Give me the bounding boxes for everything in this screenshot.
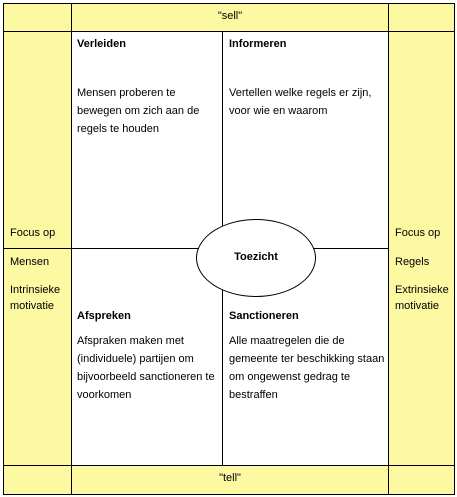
text-line: Alle maatregelen die de	[229, 335, 345, 347]
left-focus-label: Focus op	[10, 227, 56, 239]
toezicht-oval	[196, 219, 316, 297]
right-column	[388, 31, 455, 466]
left-subject-label: Mensen	[10, 256, 50, 268]
bottom-right-corner	[388, 465, 455, 495]
text-line: bestraffen	[229, 389, 278, 401]
text-line: Vertellen welke regels er zijn,	[229, 87, 372, 99]
text-line: (individuele) partijen om	[77, 353, 194, 365]
left-motivation-line2: motivatie	[10, 300, 55, 312]
top-banner-label: "sell"	[217, 10, 243, 22]
quadrant-title-afspreken: Afspreken	[77, 310, 131, 322]
text-line: Afspraken maken met	[77, 335, 184, 347]
right-subject-label: Regels	[395, 256, 430, 268]
quadrant-title-informeren: Informeren	[229, 38, 287, 50]
quadrant-text-sanctioneren	[229, 332, 387, 404]
left-motivation-line1: Intrinsieke	[10, 284, 61, 296]
top-right-corner	[388, 3, 455, 32]
right-focus-label: Focus op	[395, 227, 441, 239]
bottom-banner-label: "tell"	[219, 472, 241, 484]
text-line: regels te houden	[77, 123, 159, 135]
quadrant-text-informeren	[229, 84, 387, 120]
bottom-banner-cell	[71, 465, 389, 495]
quadrant-title-sanctioneren: Sanctioneren	[229, 310, 299, 322]
text-line: Mensen proberen te	[77, 87, 176, 99]
right-motivation-line2: motivatie	[395, 300, 440, 312]
right-motivation-line1: Extrinsieke	[395, 284, 449, 296]
top-banner-cell	[71, 3, 389, 32]
text-line: bewegen om zich aan de	[77, 105, 200, 117]
text-line: om ongewenst gedrag te	[229, 371, 351, 383]
quadrant-title-verleiden: Verleiden	[77, 38, 126, 50]
toezicht-label: Toezicht	[234, 251, 278, 263]
text-line: bijvoorbeeld sanctioneren te	[77, 371, 215, 383]
quadrant-text-verleiden	[77, 84, 219, 138]
bottom-left-corner	[3, 465, 72, 495]
text-line: gemeente ter beschikking staan	[229, 353, 385, 365]
text-line: voor wie en waarom	[229, 105, 328, 117]
text-line: voorkomen	[77, 389, 132, 401]
quadrant-diagram	[3, 3, 455, 495]
quadrant-text-afspreken	[77, 332, 222, 404]
top-left-corner	[3, 3, 72, 32]
